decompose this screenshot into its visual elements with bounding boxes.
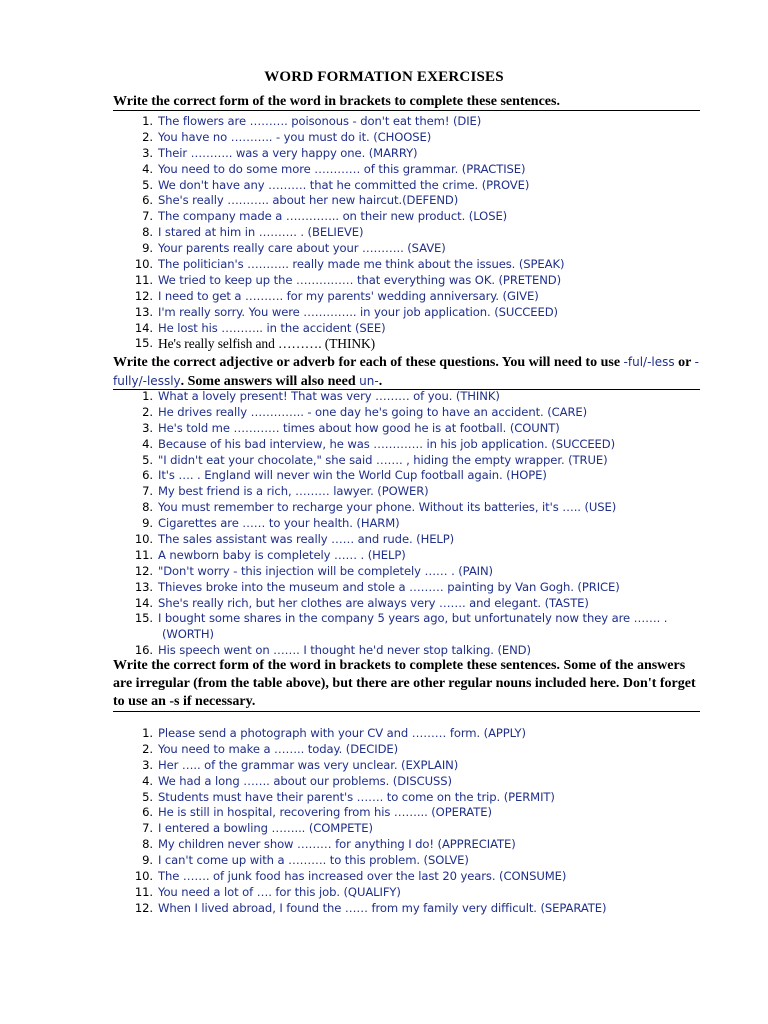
item-text: I need to get a ………. for my parents' wedding anniversary. (GIVE) xyxy=(158,288,539,303)
exercise-item xyxy=(113,162,713,178)
item-number: 12. xyxy=(134,288,153,303)
section3-divider xyxy=(113,711,700,712)
exercise-item xyxy=(113,178,713,194)
item-text: You must remember to recharge your phone. Without its batteries, it's ….. (USE) xyxy=(158,500,617,515)
item-number: 13. xyxy=(134,579,153,594)
item-text: "I didn't eat your chocolate," she said ……. , hiding the empty wrapper. (TRUE) xyxy=(158,452,608,467)
item-number: 3. xyxy=(142,757,153,772)
item-text: You need to do some more ………… of this grammar. (PRACTISE) xyxy=(158,161,526,176)
item-text: Her ….. of the grammar was very unclear. (EXPLAIN) xyxy=(158,757,459,772)
item-number: 4. xyxy=(142,436,153,451)
exercise-item xyxy=(113,484,713,500)
item-number: 9. xyxy=(142,241,153,256)
item-text: I can't come up with a ………. to this problem. (SOLVE) xyxy=(158,853,469,868)
item-text: He's really selfish and ………. (THINK) xyxy=(158,336,376,352)
section1-instruction: Write the correct form of the word in brackets to complete these sentences. xyxy=(113,94,560,109)
exercise-item xyxy=(113,209,713,225)
item-number: 1. xyxy=(142,114,153,128)
section1-divider xyxy=(113,110,700,111)
exercise-item xyxy=(113,853,713,869)
exercise-item xyxy=(113,468,713,484)
item-text: I stared at him in ………. . (BELIEVE) xyxy=(158,225,364,240)
exercise-item xyxy=(113,257,713,273)
item-text: Because of his bad interview, he was …………. in his job application. (SUCCEED) xyxy=(158,436,616,451)
item-text: Cigarettes are …… to your health. (HARM) xyxy=(158,516,400,531)
exercise-item xyxy=(113,241,713,257)
item-text: The flowers are ………. poisonous - don't eat them! (DIE) xyxy=(158,114,482,128)
item-number: 2. xyxy=(142,741,153,756)
exercise-item xyxy=(113,453,713,469)
prefix-un: un- xyxy=(359,374,379,388)
item-text: Their ……….. was a very happy one. (MARRY) xyxy=(158,145,418,160)
exercise-item xyxy=(113,548,713,564)
section3-exercise-list xyxy=(113,726,713,917)
item-number: 14. xyxy=(134,320,153,335)
section2-instruction-text: Write the correct adjective or adverb for each of these questions. You will need to use xyxy=(113,355,624,370)
item-text: What a lovely present! That was very ……… of you. (THINK) xyxy=(158,389,500,403)
item-text: When I lived abroad, I found the …… from my family very difficult. (SEPARATE) xyxy=(158,900,607,915)
item-text: Your parents really care about your ……….. (SAVE) xyxy=(158,241,446,256)
page-title: WORD FORMATION EXERCISES xyxy=(264,69,504,85)
item-text: The politician's ……….. really made me think about the issues. (SPEAK) xyxy=(158,257,565,272)
exercise-item xyxy=(113,611,713,643)
exercise-item xyxy=(113,742,713,758)
item-number: 10. xyxy=(134,869,153,884)
item-number: 16. xyxy=(134,643,153,658)
exercise-item xyxy=(113,273,713,289)
item-number: 2. xyxy=(142,404,153,419)
item-number: 3. xyxy=(142,145,153,160)
exercise-item xyxy=(113,532,713,548)
item-number: 8. xyxy=(142,837,153,852)
item-text: The company made a ………….. on their new product. (LOSE) xyxy=(158,209,508,224)
section2-instruction-text-2: . Some answers will also need xyxy=(180,374,360,389)
item-text: I entered a bowling ……... (COMPETE) xyxy=(158,821,373,836)
item-text: My best friend is a rich, ……… lawyer. (POWER) xyxy=(158,484,429,499)
item-text: He lost his ……….. in the accident (SEE) xyxy=(158,320,386,335)
exercise-item xyxy=(113,821,713,837)
item-number: 5. xyxy=(142,177,153,192)
exercise-item xyxy=(113,130,713,146)
exercise-item xyxy=(113,885,713,901)
item-text: Thieves broke into the museum and stole a ……… painting by Van Gogh. (PRICE) xyxy=(158,579,620,594)
exercise-item xyxy=(113,321,713,337)
exercise-item xyxy=(113,114,713,130)
item-number: 6. xyxy=(142,468,153,483)
exercise-item xyxy=(113,837,713,853)
item-text: Students must have their parent's ……. to come on the trip. (PERMIT) xyxy=(158,789,555,804)
exercise-item xyxy=(113,774,713,790)
item-text: A newborn baby is completely …… . (HELP) xyxy=(158,547,406,562)
item-text: I bought some shares in the company 5 years ago, but unfortunately now they are ……. . xyxy=(158,611,668,626)
exercise-item xyxy=(113,500,713,516)
exercise-item xyxy=(113,790,713,806)
item-number: 8. xyxy=(142,225,153,240)
suffix-fully-lessly: -fully/-lessly xyxy=(113,355,699,388)
exercise-item xyxy=(113,805,713,821)
exercise-item xyxy=(113,758,713,774)
exercise-item xyxy=(113,336,713,352)
item-number: 15. xyxy=(134,611,153,626)
item-number: 13. xyxy=(134,304,153,319)
suffix-ful-less: -ful/-less xyxy=(623,355,675,369)
item-text: She's really ……….. about her new haircut.(DEFEND) xyxy=(158,193,459,208)
item-text: His speech went on ……. I thought he'd never stop talking. (END) xyxy=(158,643,531,658)
item-text-continuation: (WORTH) xyxy=(162,627,214,642)
item-text: You need to make a …….. today. (DECIDE) xyxy=(158,741,399,756)
item-number: 4. xyxy=(142,773,153,788)
exercise-item xyxy=(113,289,713,305)
exercise-item xyxy=(113,869,713,885)
item-number: 11. xyxy=(134,272,153,287)
exercise-item xyxy=(113,193,713,209)
item-number: 12. xyxy=(134,563,153,578)
item-text: He is still in hospital, recovering from his ……... (OPERATE) xyxy=(158,805,492,820)
item-number: 5. xyxy=(142,789,153,804)
item-number: 3. xyxy=(142,420,153,435)
item-number: 11. xyxy=(134,884,153,899)
item-text: You have no ……….. - you must do it. (CHOOSE) xyxy=(158,129,432,144)
item-text: My children never show ……… for anything I do! (APPRECIATE) xyxy=(158,837,516,852)
item-number: 9. xyxy=(142,853,153,868)
item-text: The sales assistant was really …… and rude. (HELP) xyxy=(158,532,455,547)
item-text: "Don't worry - this injection will be completely …… . (PAIN) xyxy=(158,563,493,578)
item-number: 7. xyxy=(142,209,153,224)
item-number: 9. xyxy=(142,516,153,531)
section2-exercise-list xyxy=(113,389,713,659)
item-number: 10. xyxy=(134,532,153,547)
item-number: 8. xyxy=(142,500,153,515)
section2-instruction xyxy=(113,353,703,391)
exercise-item xyxy=(113,437,713,453)
item-text: We don't have any ………. that he committed the crime. (PROVE) xyxy=(158,177,530,192)
item-text: He's told me ………… times about how good he is at football. (COUNT) xyxy=(158,420,560,435)
item-number: 11. xyxy=(134,547,153,562)
item-text: He drives really ………….. - one day he's going to have an accident. (CARE) xyxy=(158,404,588,419)
item-number: 2. xyxy=(142,129,153,144)
item-number: 15. xyxy=(134,336,153,351)
exercise-item xyxy=(113,225,713,241)
item-number: 1. xyxy=(142,389,153,403)
item-text: I'm really sorry. You were ………….. in your job application. (SUCCEED) xyxy=(158,304,558,319)
exercise-item xyxy=(113,901,713,917)
item-text: It's …. . England will never win the World Cup football again. (HOPE) xyxy=(158,468,547,483)
exercise-item xyxy=(113,421,713,437)
item-number: 5. xyxy=(142,452,153,467)
item-text: The ……. of junk food has increased over the last 20 years. (CONSUME) xyxy=(158,869,567,884)
section2-instruction-end: . xyxy=(378,374,383,389)
item-number: 7. xyxy=(142,821,153,836)
item-text: Please send a photograph with your CV and ……… form. (APPLY) xyxy=(158,726,526,740)
item-text: You need a lot of …. for this job. (QUALIFY) xyxy=(158,884,401,899)
exercise-item xyxy=(113,580,713,596)
item-number: 12. xyxy=(134,900,153,915)
item-number: 7. xyxy=(142,484,153,499)
section2-instruction-or: or xyxy=(674,355,695,370)
item-number: 4. xyxy=(142,161,153,176)
exercise-item xyxy=(113,516,713,532)
item-number: 6. xyxy=(142,193,153,208)
item-text: We tried to keep up the …………… that everything was OK. (PRETEND) xyxy=(158,272,562,287)
item-text: We had a long ……. about our problems. (DISCUSS) xyxy=(158,773,452,788)
exercise-item xyxy=(113,726,713,742)
section1-exercise-list xyxy=(113,114,713,352)
item-number: 14. xyxy=(134,595,153,610)
item-number: 1. xyxy=(142,726,153,740)
item-text: She's really rich, but her clothes are always very ……. and elegant. (TASTE) xyxy=(158,595,589,610)
exercise-item xyxy=(113,564,713,580)
item-number: 10. xyxy=(134,257,153,272)
exercise-item xyxy=(113,596,713,612)
exercise-item xyxy=(113,146,713,162)
exercise-item xyxy=(113,305,713,321)
item-number: 6. xyxy=(142,805,153,820)
exercise-item xyxy=(113,405,713,421)
exercise-item xyxy=(113,389,713,405)
section3-instruction: Write the correct form of the word in brackets to complete these sentences. Some of the answers are irregular (from the table above), but there are other regular nouns included here. Don't forget to use an -s if necessary. xyxy=(113,658,696,709)
